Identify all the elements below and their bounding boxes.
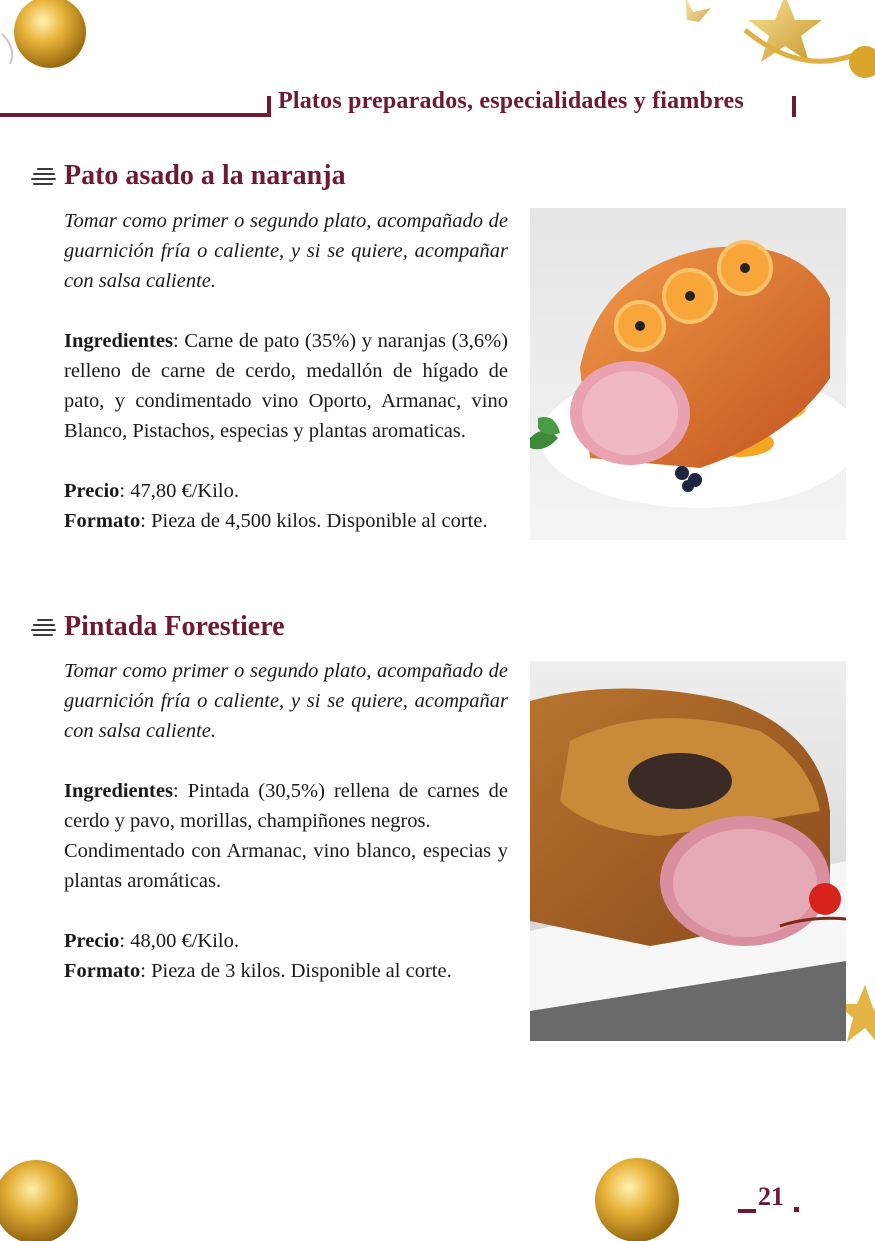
- ingredients-paragraph: [64, 326, 508, 446]
- price-label: Precio: [64, 930, 120, 952]
- product-photo-pato: [530, 208, 846, 540]
- format-line: [64, 956, 508, 986]
- header-rule: [0, 113, 270, 117]
- ingredients-label: Ingredientes: [64, 330, 173, 352]
- page-number: 21: [758, 1182, 784, 1211]
- ingredients-text: : Pintada (30,5%) rellena de carnes de cerdo y pavo, morillas, champiñones negros.: [64, 780, 508, 832]
- format-value: : Pieza de 4,500 kilos. Disponible al corte.: [140, 510, 488, 532]
- product-photo-pintada: [530, 661, 846, 1041]
- product-description: [64, 656, 508, 986]
- header-tick: [792, 96, 796, 117]
- price-line: [64, 476, 508, 506]
- price-label: Precio: [64, 480, 120, 502]
- price-line: [64, 926, 508, 956]
- format-line: [64, 506, 508, 536]
- product-title: Pato asado a la naranja: [64, 160, 346, 191]
- christmas-ornament-icon: [0, 1150, 94, 1241]
- bullet-lines-icon: [30, 166, 56, 188]
- christmas-ornament-icon: [590, 1150, 685, 1241]
- format-label: Formato: [64, 510, 141, 532]
- header-tick: [267, 96, 271, 117]
- ingredients-text: : Carne de pato (35%) y naranjas (3,6%) relleno de carne de cerdo, medallón de hígado de pato, y condimentado vino Oporto, Armanac, vino Blanco, Pistachos, especias y plantas aromaticas.: [64, 330, 508, 442]
- page-number-dot: [794, 1207, 799, 1212]
- serving-text: Tomar como primer o segundo plato, acompañado de guarnición fría o caliente, y si se quiere, acompañar con salsa caliente.: [64, 660, 508, 742]
- price-value: : 47,80 €/Kilo.: [119, 480, 239, 502]
- ingredients-extra: Condimentado con Armanac, vino blanco, especias y plantas aromáticas.: [64, 840, 508, 892]
- price-value: : 48,00 €/Kilo.: [119, 930, 239, 952]
- product-title: Pintada Forestiere: [64, 611, 285, 642]
- format-value: : Pieza de 3 kilos. Disponible al corte.: [140, 960, 452, 982]
- product-description: [64, 206, 508, 536]
- christmas-ornament-icon: [0, 0, 102, 84]
- gold-star-icon: [665, 0, 875, 85]
- format-label: Formato: [64, 960, 141, 982]
- page-header-title: Platos preparados, especialidades y fiambres: [278, 88, 744, 114]
- serving-text: Tomar como primer o segundo plato, acompañado de guarnición fría o caliente, y si se quiere, acompañar con salsa caliente.: [64, 210, 508, 292]
- bullet-lines-icon: [30, 617, 56, 639]
- ingredients-label: Ingredientes: [64, 780, 173, 802]
- ingredients-paragraph: [64, 776, 508, 836]
- page-number-dash: [738, 1209, 756, 1213]
